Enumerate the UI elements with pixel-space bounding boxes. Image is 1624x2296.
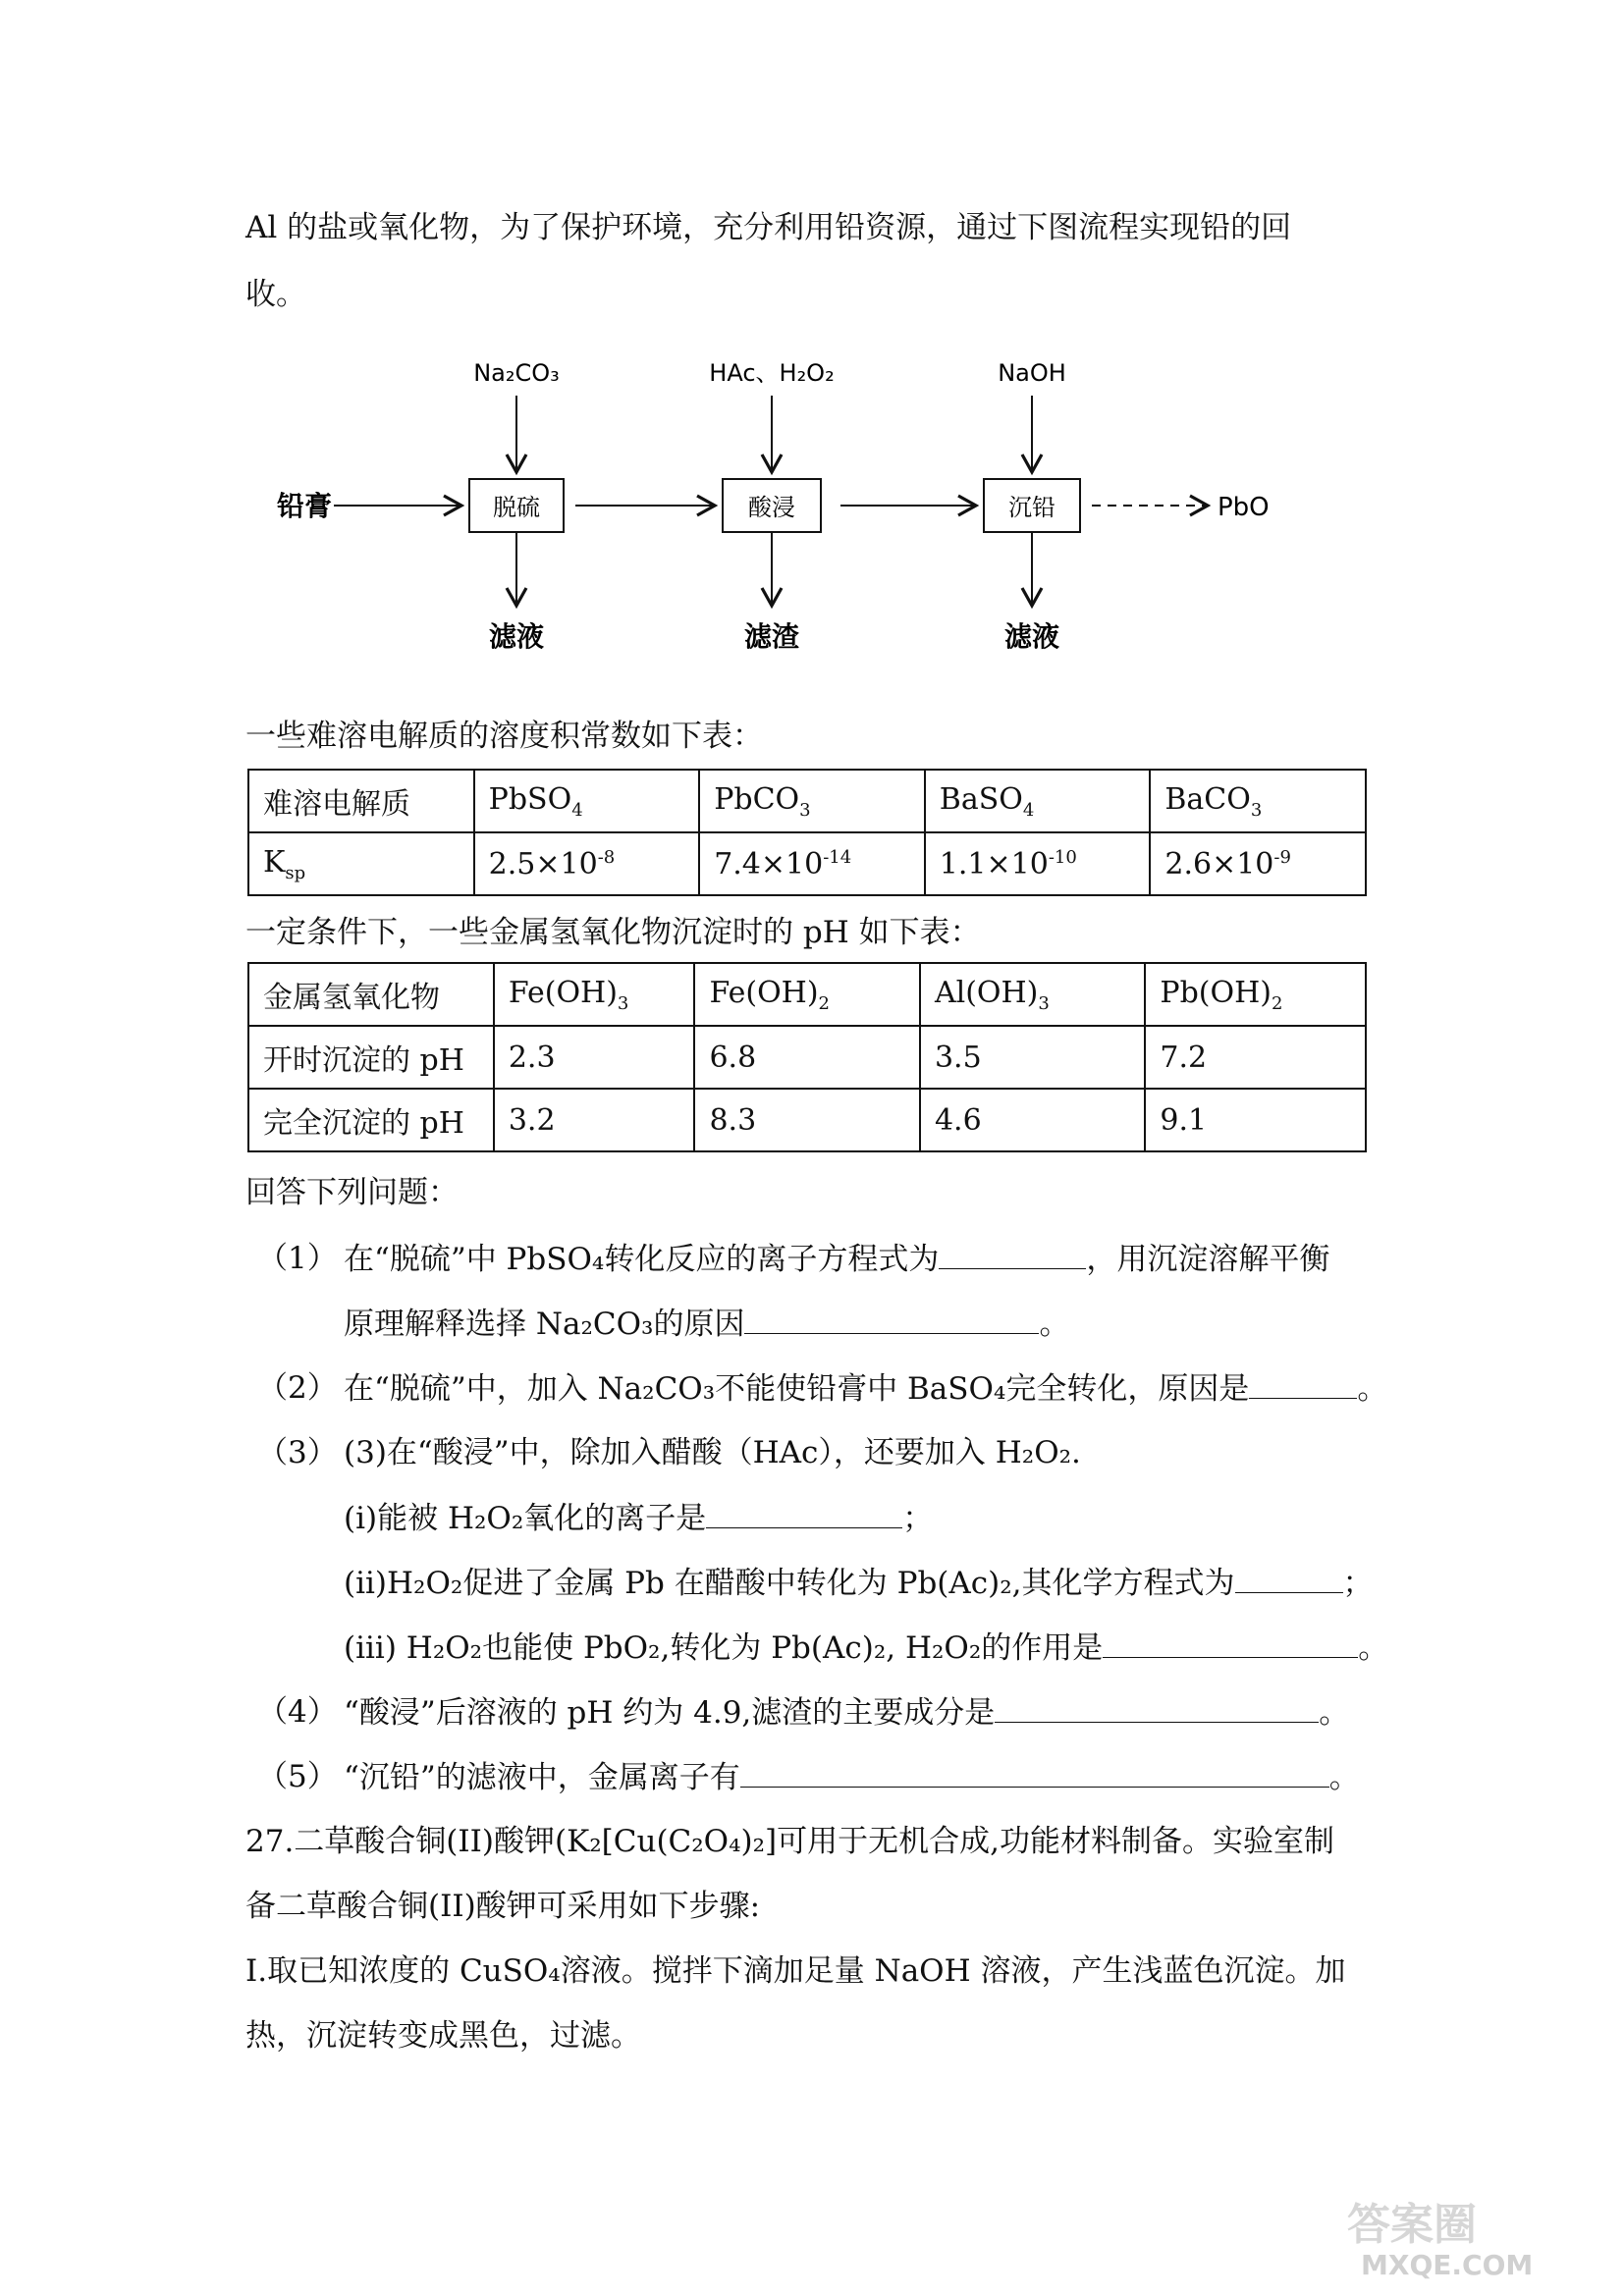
q2-number: （2） <box>257 1370 338 1406</box>
q3-i: (i)能被 H₂O₂氧化的离子是 ； <box>344 1498 933 1538</box>
q2-blank[interactable] <box>1249 1368 1357 1399</box>
flow-box-acid-leach-label: 酸浸 <box>748 494 795 521</box>
ph-value: 3.2 <box>494 1089 695 1151</box>
flow-output-2: 滤渣 <box>743 620 800 653</box>
q4-number: （4） <box>257 1694 338 1730</box>
ph-col-header: $Fe(OH)_3$ <box>494 963 695 1026</box>
ph-value: 4.6 <box>920 1089 1145 1151</box>
q5-number: （5） <box>257 1759 338 1794</box>
flow-reagent-3: NaOH <box>998 359 1066 387</box>
q1-number: （1） <box>257 1241 338 1276</box>
q27-line-4: 热，沉淀转变成黑色，过滤。 <box>245 2018 641 2054</box>
ph-header-label: 金属氢氧化物 <box>248 963 494 1026</box>
q3-ii-blank[interactable] <box>1235 1563 1343 1593</box>
q2-text: 在“脱硫”中，加入 Na₂CO₃不能使铅膏中 BaSO₄完全转化，原因是 。 <box>344 1368 1387 1409</box>
q3-text: (3)在“酸浸”中，除加入醋酸（HAc），还要加入 H₂O₂. <box>344 1435 1081 1470</box>
q1-blank-2[interactable] <box>744 1304 1039 1334</box>
ph-value: 9.1 <box>1145 1089 1366 1151</box>
flow-box-desulfurize-label: 脱硫 <box>493 494 540 521</box>
q3-number: （3） <box>257 1435 338 1470</box>
q3-i-blank[interactable] <box>706 1498 902 1528</box>
ph-row-start <box>248 1026 1366 1089</box>
q27-line-3: I.取已知浓度的 CuSO₄溶液。搅拌下滴加足量 NaOH 溶液，产生浅蓝色沉淀。加 <box>245 1953 1346 1989</box>
process-flow-diagram <box>265 348 1286 672</box>
ksp-value: $2.5\times 10^{-8}$ <box>474 832 700 895</box>
ph-value: 2.3 <box>494 1026 695 1089</box>
flow-reagent-2: HAc、H₂O₂ <box>709 359 835 387</box>
ph-col-header: $Fe(OH)_2$ <box>694 963 920 1026</box>
flow-product: PbO <box>1218 493 1270 522</box>
ksp-header-label: 难溶电解质 <box>248 770 474 832</box>
q3-ii: (ii)H₂O₂促进了金属 Pb 在醋酸中转化为 Pb(Ac)₂,其化学方程式为 ； <box>344 1563 1374 1603</box>
q27-line-1: 27.二草酸合铜(II)酸钾(K₂[Cu(C₂O₄)₂]可用于无机合成,功能材料制备。实验室制 <box>245 1824 1334 1859</box>
ksp-caption: 一些难溶电解质的溶度积常数如下表： <box>245 719 763 754</box>
ksp-col-header: BaSO$_4$ <box>925 770 1151 832</box>
q5-text: “沉铅”的滤液中，金属离子有 。 <box>344 1757 1360 1797</box>
ksp-row-label: $K_{sp}$ <box>248 832 474 895</box>
ph-value: 8.3 <box>694 1089 920 1151</box>
ph-col-header: $Al(OH)_3$ <box>920 963 1145 1026</box>
watermark-logo <box>1337 2188 1602 2282</box>
ksp-value-row <box>248 832 1366 895</box>
ph-row-label: 开时沉淀的 pH <box>248 1026 494 1089</box>
ph-row-label: 完全沉淀的 pH <box>248 1089 494 1151</box>
ksp-col-header: BaCO$_3$ <box>1150 770 1366 832</box>
flow-box-precipitate-lead-label: 沉铅 <box>1008 494 1056 521</box>
ph-caption: 一定条件下，一些金属氢氧化物沉淀时的 pH 如下表： <box>245 915 981 950</box>
ksp-header-row <box>248 770 1366 832</box>
svg-text:MXQE.COM: MXQE.COM <box>1361 2249 1534 2281</box>
q1-blank-1[interactable] <box>939 1239 1086 1269</box>
ph-col-header: $Pb(OH)_2$ <box>1145 963 1366 1026</box>
flow-reagent-1: Na₂CO₃ <box>473 359 560 387</box>
intro-line-1: Al 的盐或氧化物，为了保护环境，充分利用铅资源，通过下图流程实现铅的回 <box>245 210 1292 245</box>
flow-output-1: 滤液 <box>488 620 545 653</box>
q1-text-cont: 原理解释选择 Na₂CO₃的原因 。 <box>344 1304 1069 1344</box>
ph-value: 6.8 <box>694 1026 920 1089</box>
ksp-col-header: PbCO$_3$ <box>699 770 925 832</box>
q4-text: “酸浸”后溶液的 pH 约为 4.9,滤渣的主要成分是 。 <box>344 1692 1349 1733</box>
ksp-value: $1.1\times 10^{-10}$ <box>925 832 1151 895</box>
svg-text:答案圈: 答案圈 <box>1347 2200 1477 2250</box>
intro-line-2: 收。 <box>245 277 306 312</box>
ph-value: 7.2 <box>1145 1026 1366 1089</box>
flow-output-3: 滤液 <box>1003 620 1060 653</box>
ph-row-complete <box>248 1089 1366 1151</box>
questions-lead: 回答下列问题： <box>245 1175 459 1210</box>
ksp-col-header: PbSO$_4$ <box>474 770 700 832</box>
flow-input-label: 铅膏 <box>277 490 333 522</box>
q3-iii: (iii) H₂O₂也能使 PbO₂,转化为 Pb(Ac)₂, H₂O₂的作用是 。 <box>344 1628 1388 1668</box>
ph-header-row <box>248 963 1366 1026</box>
q4-blank[interactable] <box>995 1692 1319 1723</box>
ph-table <box>247 962 1367 1152</box>
q1-text: 在“脱硫”中 PbSO₄转化反应的离子方程式为 ，用沉淀溶解平衡 <box>344 1239 1329 1279</box>
q27-line-2: 备二草酸合铜(II)酸钾可采用如下步骤: <box>245 1889 761 1924</box>
q3-iii-blank[interactable] <box>1103 1628 1358 1658</box>
q5-blank[interactable] <box>740 1757 1329 1788</box>
ph-value: 3.5 <box>920 1026 1145 1089</box>
ksp-value: $7.4\times 10^{-14}$ <box>699 832 925 895</box>
ksp-value: $2.6\times 10^{-9}$ <box>1150 832 1366 895</box>
ksp-table <box>247 769 1367 896</box>
